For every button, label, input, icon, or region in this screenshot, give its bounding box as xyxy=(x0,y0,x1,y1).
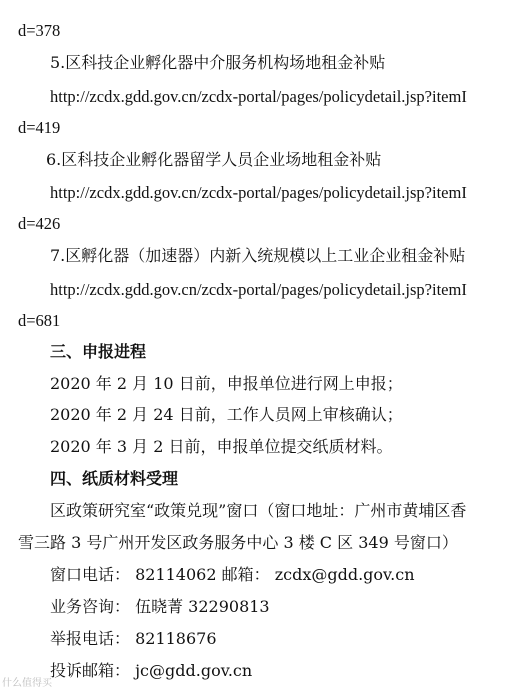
address-line: 雪三路 3 号广州开发区政务服务中心 3 楼 C 区 349 号窗口） xyxy=(18,533,458,552)
schedule-step: 2020 年 2 月 10 日前，申报单位进行网上申报； xyxy=(50,374,403,393)
item-id-tail: d=681 xyxy=(18,311,61,330)
item-id-tail: d=378 xyxy=(18,21,61,40)
item-id-tail: d=426 xyxy=(18,214,61,233)
policy-link[interactable]: http://zcdx.gdd.gov.cn/zcdx-portal/pages/policydetail.jsp?itemI xyxy=(50,183,467,202)
section-heading: 三、申报进程 xyxy=(50,342,147,361)
complaint-email-line: 投诉邮箱： jc@gdd.gov.cn xyxy=(50,661,253,680)
report-phone-line: 举报电话： 82118676 xyxy=(50,629,217,648)
section-heading: 四、纸质材料受理 xyxy=(50,469,179,488)
policy-link[interactable]: http://zcdx.gdd.gov.cn/zcdx-portal/pages/policydetail.jsp?itemI xyxy=(50,280,467,299)
schedule-step: 2020 年 3 月 2 日前，申报单位提交纸质材料。 xyxy=(50,437,393,456)
item-id-tail: d=419 xyxy=(18,118,61,137)
consult-line: 业务咨询： 伍晓菁 32290813 xyxy=(50,597,270,616)
address-line: 区政策研究室“政策兑现”窗口（窗口地址：广州市黄埔区香 xyxy=(50,501,467,520)
policy-link[interactable]: http://zcdx.gdd.gov.cn/zcdx-portal/pages/policydetail.jsp?itemI xyxy=(50,87,467,106)
policy-item-title: 6.区科技企业孵化器留学人员企业场地租金补贴 xyxy=(46,150,382,169)
watermark: 什么值得买 xyxy=(2,678,52,689)
policy-item-title: 7.区孵化器（加速器）内新入统规模以上工业企业租金补贴 xyxy=(50,246,466,265)
policy-item-title: 5.区科技企业孵化器中介服务机构场地租金补贴 xyxy=(50,53,386,72)
schedule-step: 2020 年 2 月 24 日前，工作人员网上审核确认； xyxy=(50,405,403,424)
contact-line: 窗口电话： 82114062 邮箱： zcdx@gdd.gov.cn xyxy=(50,565,415,584)
